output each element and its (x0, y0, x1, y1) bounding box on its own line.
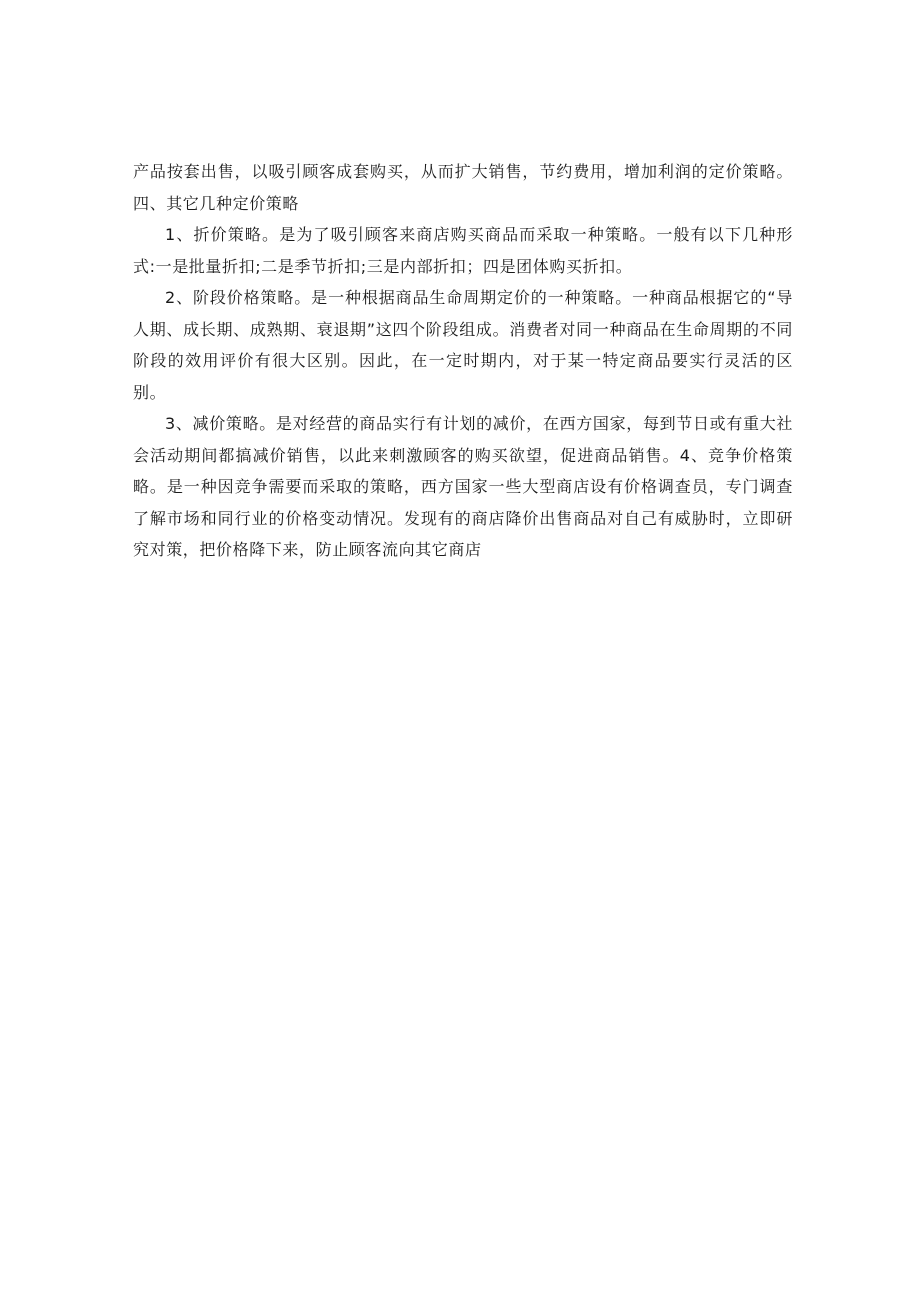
paragraph-set-pricing: 产品按套出售，以吸引顾客成套购买，从而扩大销售，节约费用，增加利润的定价策略。四、其它几种定价策略 (133, 162, 793, 213)
paragraph-price-reduction: 3、减价策略。是对经营的商品实行有计划的减价，在西方国家，每到节日或有重大社会活动期间都搞减价销售，以此来刺激顾客的购买欲望，促进商品销售。4、竞争价格策略。是一种因竞争需要而采取的策略，西方国家一些大型商店设有价格调查员，专门调查了解市场和同行业的价格变动情况。发现有的商店降价出售商品对自己有威胁时，立即研究对策，把价格降下来，防止顾客流向其它商店 (133, 414, 793, 559)
paragraph-discount-strategy: 1、折价策略。是为了吸引顾客来商店购买商品而采取一种策略。一般有以下几种形式:一是批量折扣;二是季节折扣;三是内部折扣；四是团体购买折扣。 (133, 225, 793, 276)
document-body (133, 156, 793, 566)
paragraph-stage-pricing: 2、阶段价格策略。是一种根据商品生命周期定价的一种策略。一种商品根据它的“导人期、成长期、成熟期、衰退期”这四个阶段组成。消费者对同一种商品在生命周期的不同阶段的效用评价有很大区别。因此，在一定时期内，对于某一特定商品要实行灵活的区别。 (133, 288, 793, 402)
